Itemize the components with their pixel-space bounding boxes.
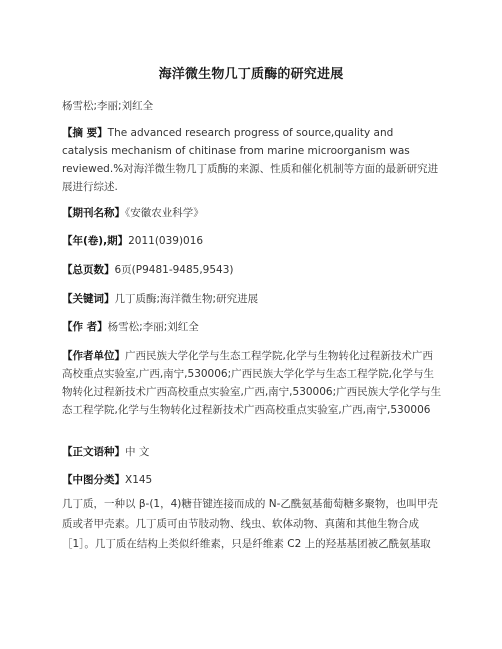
year-volume-field — [62, 232, 442, 250]
keywords-value: 几丁质酶;海洋微生物;研究进展 — [114, 293, 259, 305]
author-label: 【作 者】 — [62, 321, 108, 333]
clc-value: X145 — [125, 474, 153, 486]
body-paragraph: 几丁质，一种以 β-(1，4)糖苷键连接而成的 N-乙酰氨基葡萄糖多聚物，也叫甲壳质或者甲壳素。几丁质可由节肢动物、线虫、软体动物、真菌和其他生物合成［1］。几丁质在结构上类似纤维素，只是纤维素 C2 上的羟基基团被乙酰氨基取 — [62, 498, 438, 550]
clc-label: 【中图分类】 — [62, 474, 125, 486]
keywords-label: 【关键词】 — [62, 293, 115, 305]
journal-label: 【期刊名称】 — [62, 207, 125, 219]
journal-value: 《安徽农业科学》 — [125, 207, 204, 219]
author-value: 杨雪松;李丽;刘红全 — [107, 321, 199, 333]
pages-value: 6页(P9481-9485,9543) — [114, 264, 234, 276]
clc-field — [62, 471, 442, 489]
language-value: 中 文 — [125, 446, 150, 458]
abstract-label: 【摘 要】 — [62, 127, 108, 139]
journal-field — [62, 204, 442, 222]
year-volume-label: 【年(卷),期】 — [62, 235, 129, 247]
year-volume-value: 2011(039)016 — [128, 235, 204, 247]
keywords-field — [62, 290, 442, 308]
affiliation-label: 【作者单位】 — [62, 350, 125, 362]
page-title: 海洋微生物几丁质酶的研究进展 — [158, 67, 344, 82]
pages-field — [62, 261, 442, 279]
abstract-field — [62, 124, 442, 196]
author-line: 杨雪松;李丽;刘红全 — [62, 100, 154, 112]
affiliation-field — [62, 347, 442, 419]
affiliation-value: 广西民族大学化学与生态工程学院,化学与生物转化过程新技术广西高校重点实验室,广西,南宁,530006;广西民族大学化学与生态工程学院,化学与生物转化过程新技术广西高校重点实验室,广西,南宁,530006;广西民族大学化学与生态工程学院,化学与生物转化过程新技术广西高校重点实验室,广西,南宁,530006 — [62, 350, 442, 416]
author-field — [62, 318, 442, 336]
abstract-text: The advanced research progress of source,quality and catalysis mechanism of chitinase from marine microorganism was reviewed.%对海洋微生物几丁质酶的来源、性质和催化机制等方面的最新研究进展进行综述. — [62, 127, 439, 193]
language-field — [62, 443, 442, 461]
language-label: 【正文语种】 — [62, 446, 125, 458]
pages-label: 【总页数】 — [62, 264, 115, 276]
